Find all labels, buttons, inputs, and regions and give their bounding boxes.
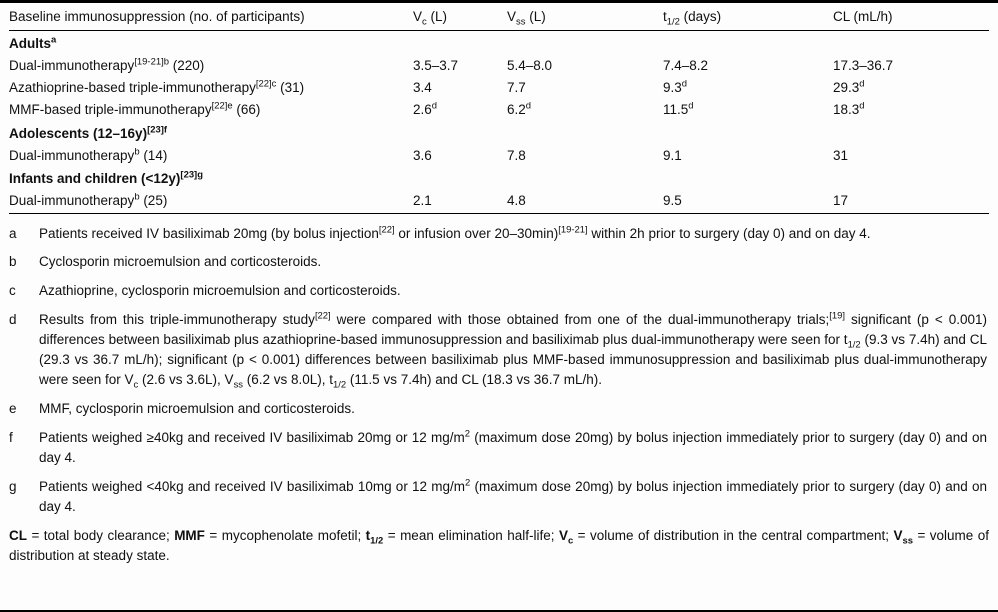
footnote-text: Patients received IV basiliximab 20mg (by bolus injection[22] or infusion over 20–30min)[19-21] within 2h prior to surgery (day 0) and on day 4.	[39, 224, 871, 241]
footnote-letter: a	[9, 225, 17, 241]
vc-value: 3.5–3.7	[413, 58, 459, 73]
col-header-baseline-immunosuppression: Baseline immunosuppression (no. of participants)	[9, 3, 413, 31]
thalf-value: 9.3$^d$	[663, 78, 688, 95]
vc-value: 3.6	[413, 147, 432, 163]
footnote-letter: e	[9, 401, 17, 417]
thalf-value: 9.1	[663, 147, 682, 163]
table-header	[9, 3, 989, 31]
table-row	[9, 77, 989, 99]
footnote-text: Azathioprine, cyclosporin microemulsion and corticosteroids.	[39, 283, 401, 299]
footnote-d	[9, 306, 989, 395]
footnote-letter: b	[9, 254, 17, 270]
header-row	[9, 3, 989, 31]
row-label: Dual-immunotherapy$^{[19-21]b}$ (220)	[9, 56, 205, 73]
table-body	[9, 31, 989, 214]
table-row	[9, 99, 989, 121]
footnote-f	[9, 424, 989, 473]
col-header-cl: CL (mL/h)	[833, 3, 989, 31]
abbreviations-legend: CL = total body clearance; MMF = mycophenolate mofetil; $t_{1/2}$ = mean elimination half-life; $V_c$ = volume of distribution in the central compartment; $V_{ss}$ = volume of distribution at steady state.	[9, 527, 990, 563]
thalf-value: 11.5$^d$	[663, 100, 694, 117]
col-header-thalf: $t_{1/2}$ (days)	[663, 3, 833, 31]
cl-value: 29.3$^d$	[833, 78, 865, 95]
vss-value: 7.7	[507, 80, 526, 95]
footnote-a	[9, 219, 989, 248]
pk-parameters-table	[9, 3, 989, 214]
footnote-c	[9, 277, 989, 306]
footnote-b	[9, 248, 989, 277]
cl-value: 17.3–36.7	[833, 58, 894, 73]
footnote-letter: g	[9, 479, 17, 495]
vc-value: 2.6$^d$	[413, 100, 438, 117]
footnote-letter: c	[9, 283, 16, 299]
footnote-text: Cyclosporin microemulsion and corticosteroids.	[39, 254, 322, 270]
footnote-e	[9, 395, 989, 424]
section-header-label: Adults$^a$	[9, 34, 57, 51]
section-header-adolescents	[9, 121, 989, 145]
table-row	[9, 55, 989, 77]
section-header-infants-children	[9, 166, 989, 190]
vss-value: 7.8	[507, 147, 526, 163]
vc-value: 2.1	[413, 190, 507, 214]
vss-value: 6.2$^d$	[507, 100, 532, 117]
cl-value: 31	[833, 147, 849, 163]
vss-value: 4.8	[507, 190, 663, 214]
row-label: Dual-immunotherapy$^b$ (14)	[9, 146, 168, 163]
col-header-vss: $V_{ss}$ (L)	[507, 3, 663, 31]
footnote-letter: d	[9, 312, 17, 328]
thalf-value: 9.5	[663, 190, 833, 214]
thalf-value: 7.4–8.2	[663, 58, 709, 73]
footnote-text: MMF, cyclosporin microemulsion and corticosteroids.	[39, 401, 355, 417]
footnote-text: Results from this triple-immunotherapy study[22] were compared with those obtained from one of the dual-immunotherapy trials;[19] significant (p < 0.001) differences between basiliximab plus azathioprine-based immunosuppression and basiliximab plus dual-immunotherapy were seen for $t_{1/2}$ (9.3 vs 7.4h) and CL (29.3 vs 36.7 mL/h); significant (p < 0.001) differences between basiliximab plus MMF-based immunosuppression and basiliximab plus dual-immunotherapy were seen for $V_c$ (2.6 vs 3.6L), $V_{ss}$ (6.2 vs 8.0L), $t_{1/2}$ (11.5 vs 7.4h) and CL (18.3 vs 36.7 mL/h).	[39, 310, 988, 391]
table-row	[9, 190, 989, 214]
footnote-text: Patients weighed ≥40kg and received IV basiliximab 20mg or 12 $mg/m^2$ (maximum dose 20mg) by bolus injection immediately prior to surgery (day 0) and on day 4.	[39, 428, 987, 466]
col-header-vc: $V_c$ (L)	[413, 3, 507, 31]
footnote-letter: f	[9, 430, 13, 446]
footnote-text: Patients weighed <40kg and received IV basiliximab 10mg or 12 $mg/m^2$ (maximum dose 20mg) by bolus injection immediately prior to surgery (day 0) and on day 4.	[39, 477, 988, 515]
vc-value: 3.4	[413, 80, 432, 95]
vss-value: 5.4–8.0	[507, 58, 553, 73]
footnote-g	[9, 473, 989, 522]
footnotes	[9, 219, 989, 522]
section-header-adults	[9, 31, 989, 55]
row-label: Dual-immunotherapy$^b$ (25)	[9, 190, 413, 214]
cl-value: 18.3$^d$	[833, 100, 865, 117]
cl-value: 17	[833, 190, 989, 214]
row-label: Azathioprine-based triple-immunotherapy$^{[22]c}$ (31)	[9, 78, 305, 95]
section-header-label: Adolescents $(12-16y)^{[23]f}$	[9, 124, 168, 141]
section-header-label: Infants and children (<12y)$^{[23]g}$	[9, 169, 203, 186]
table-row	[9, 144, 989, 166]
row-label: MMF-based triple-immunotherapy$^{[22]e}$ (66)	[9, 100, 261, 117]
